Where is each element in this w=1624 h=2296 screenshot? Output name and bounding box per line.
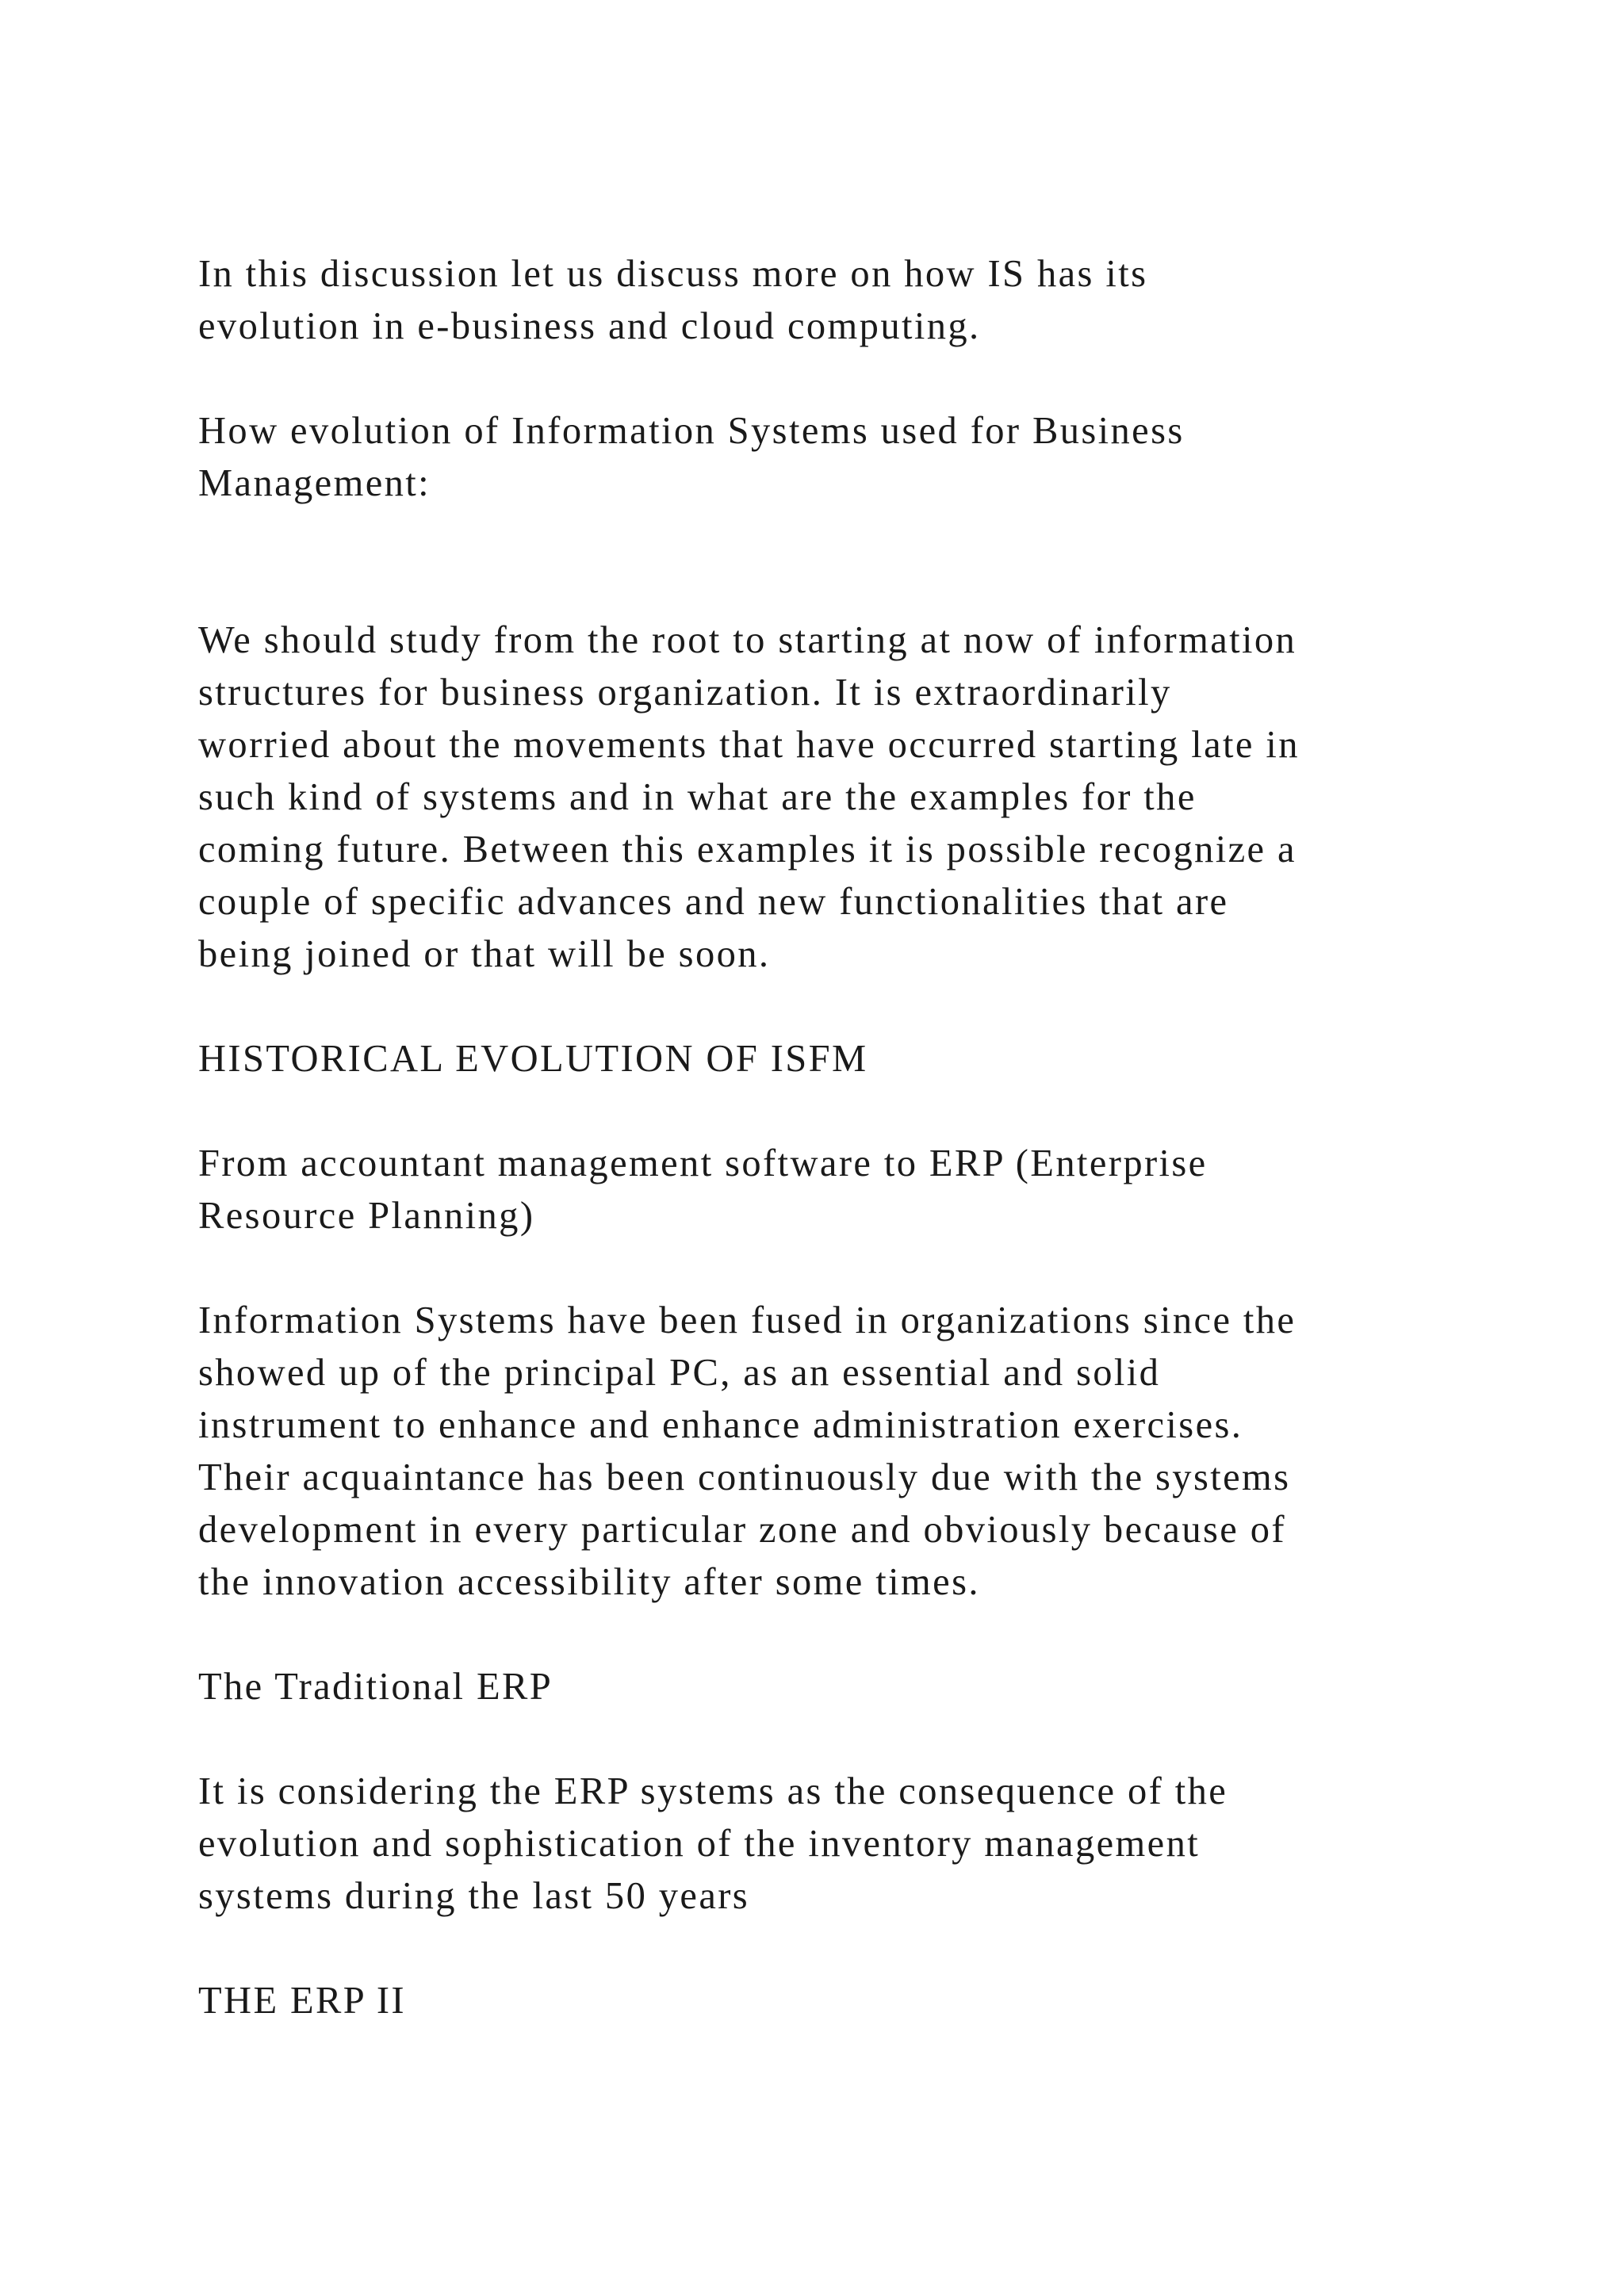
text-line: How evolution of Information Systems used for Business (198, 410, 1185, 452)
text-line: Information Systems have been fused in organizations since the (198, 1299, 1297, 1341)
text-line: We should study from the root to starting at now of information (198, 619, 1297, 661)
text-line: In this discussion let us discuss more on how IS has its (198, 253, 1148, 295)
text-line: couple of specific advances and new functionalities that are (198, 881, 1229, 923)
text-line: systems during the last 50 years (198, 1875, 750, 1917)
text-line: Management: (198, 462, 431, 504)
text-line: THE ERP II (198, 1980, 406, 2022)
text-line: such kind of systems and in what are the examples for the (198, 776, 1197, 818)
text-line: Resource Planning) (198, 1195, 535, 1237)
is-paragraph (198, 1295, 1507, 1609)
text-line: being joined or that will be soon. (198, 933, 771, 975)
text-line: HISTORICAL EVOLUTION OF ISFM (198, 1038, 868, 1080)
erp-ii-heading (198, 1975, 1507, 2027)
study-paragraph (198, 614, 1507, 981)
text-line: development in every particular zone and obviously because of (198, 1509, 1286, 1551)
text-line: From accountant management software to ERP (Enterprise (198, 1142, 1208, 1184)
traditional-erp-heading (198, 1661, 1507, 1713)
erp-subheading (198, 1138, 1507, 1242)
text-line: instrument to enhance and enhance administration exercises. (198, 1404, 1243, 1446)
text-line: worried about the movements that have occurred starting late in (198, 724, 1300, 766)
erp-paragraph (198, 1766, 1507, 1923)
text-line: structures for business organization. It is extraordinarily (198, 672, 1172, 714)
text-line: It is considering the ERP systems as the consequence of the (198, 1770, 1228, 1812)
text-line: evolution in e-business and cloud computing. (198, 305, 981, 347)
historical-heading (198, 1033, 1507, 1085)
document-body (198, 248, 1507, 2080)
text-line: showed up of the principal PC, as an essential and solid (198, 1352, 1161, 1394)
text-line: coming future. Between this examples it is possible recognize a (198, 828, 1297, 871)
text-line: The Traditional ERP (198, 1666, 553, 1708)
intro-paragraph (198, 248, 1507, 353)
question-heading (198, 405, 1507, 510)
text-line: evolution and sophistication of the inventory management (198, 1823, 1201, 1865)
text-line: the innovation accessibility after some times. (198, 1561, 980, 1603)
text-line: Their acquaintance has been continuously due with the systems (198, 1456, 1291, 1498)
